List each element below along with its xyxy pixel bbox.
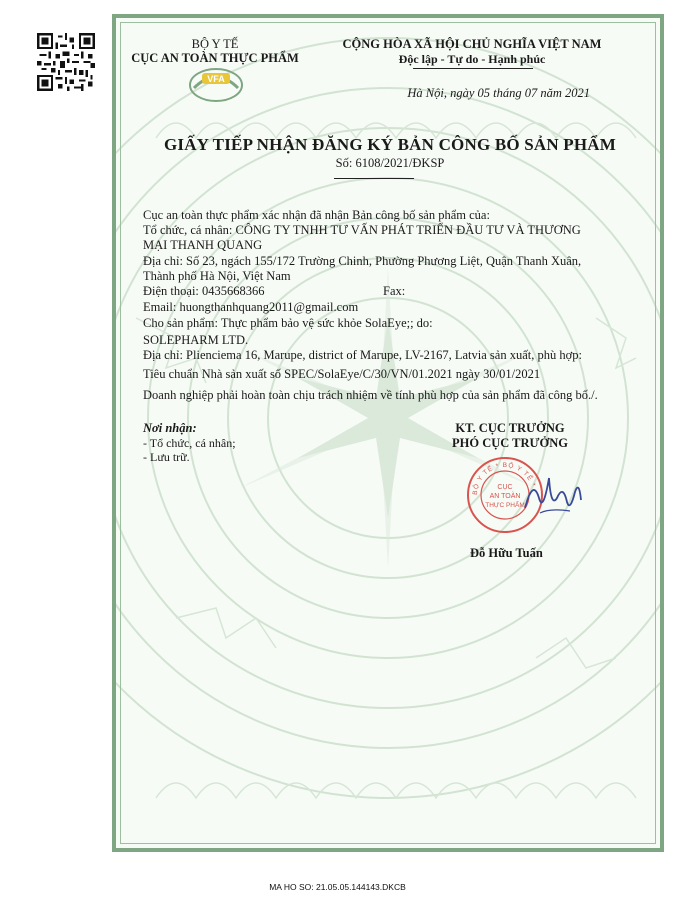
seal-ring-text: BỘ Y TẾ * BỘ Y TẾ * [471,461,537,496]
logo-text: VFA [207,74,225,84]
motto-underline [413,68,533,69]
recipient-item: - Tổ chức, cá nhân; [143,436,236,450]
nation-name: CỘNG HÒA XÃ HỘI CHỦ NGHĨA VIỆT NAM [342,37,602,51]
handwritten-signature-icon [520,468,590,528]
document-number: Số: 6108/2021/ĐKSP [335,156,445,170]
document-title: GIẤY TIẾP NHẬN ĐĂNG KÝ BẢN CÔNG BỐ SẢN PHẨM [163,135,617,154]
organization-line-2: MẠI THANH QUANG [143,238,263,252]
signer-title-1: KT. CỤC TRƯỞNG [455,421,565,435]
organization-line-1: Tổ chức, cá nhân: CÔNG TY TNHH TƯ VẤN PHÁT TRIỂN ĐẦU TƯ VÀ THƯƠNG [143,223,581,237]
vfa-logo-icon [188,66,244,104]
signer-name: Đỗ Hữu Tuấn [470,546,543,560]
seal-line-3: THỰC PHẨM [485,502,525,509]
ministry-name: BỘ Y TẾ [191,37,239,51]
national-motto: Độc lập - Tự do - Hạnh phúc [398,52,546,66]
recipient-item: - Lưu trữ. [143,450,190,464]
address-line-1: Địa chỉ: Số 23, ngách 155/172 Trường Chinh, Phường Phương Liệt, Quận Thanh Xuân, [143,254,582,268]
place-date: Hà Nội, ngày 05 tháng 07 năm 2021 [407,86,590,100]
agency-name: CỤC AN TOÀN THỰC PHẨM [131,51,299,65]
manufacturer-name: SOLEPHARM LTD. [143,333,249,347]
signer-title-2: PHÓ CỤC TRƯỞNG [452,436,568,450]
address-line-2: Thành phố Hà Nội, Việt Nam [143,269,291,283]
email-address: Email: huongthanhquang2011@gmail.com [143,300,359,314]
phone-number: Điện thoại: 0435668366 [143,284,265,298]
fax-number: Fax: [383,284,406,298]
standard-line: Tiêu chuẩn Nhà sản xuất số SPEC/SolaEye/C/30/VN/01.2021 ngày 30/01/2021 [143,367,541,381]
recipients-label: Nơi nhận: [143,421,197,435]
product-line: Cho sản phẩm: Thực phẩm bảo vệ sức khỏe SolaEye;; do: [143,316,433,330]
seal-line-2: AN TOÀN [489,493,521,500]
dossier-code: MA HO SO: 21.05.05.144143.DKCB [269,882,406,892]
title-underline [334,178,414,179]
seal-line-1: CỤC [497,484,513,491]
responsibility-line: Doanh nghiệp phải hoàn toàn chịu trách nhiệm về tính phù hợp của sản phẩm đã công bố./. [143,388,598,402]
manufacturer-address: Địa chỉ: Plienciema 16, Marupe, district of Marupe, LV-2167, Latvia sản xuất, phù hợp: [143,348,582,362]
intro-text: Cục an toàn thực phẩm xác nhận đã nhận Bản công bố sản phẩm của: [143,208,490,222]
